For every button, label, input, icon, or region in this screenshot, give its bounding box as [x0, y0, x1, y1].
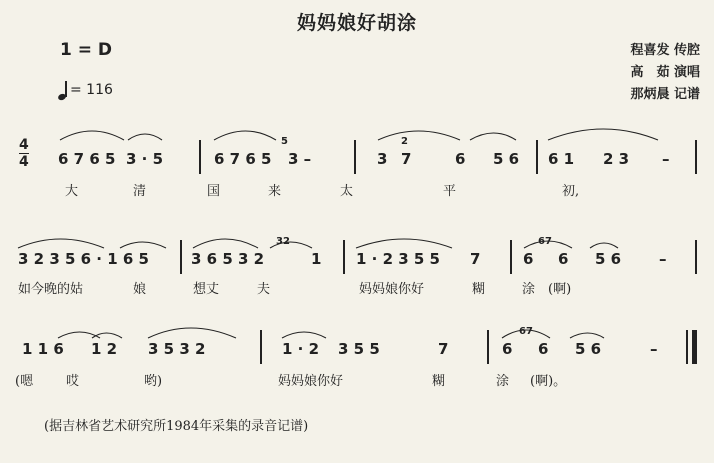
note-group: 6 — [523, 250, 534, 268]
lyric: 娘 — [133, 282, 147, 297]
barline — [180, 240, 182, 274]
note-group: 6 — [502, 340, 513, 358]
slur-arc — [214, 131, 276, 140]
note-group: 5 6 — [493, 150, 520, 168]
barline — [487, 330, 489, 364]
slur-arc — [378, 131, 460, 140]
barline — [343, 240, 345, 274]
slur-arc — [590, 243, 618, 248]
slur-arc — [524, 241, 572, 248]
note-group: 6 — [455, 150, 466, 168]
lyric: 想丈 — [193, 282, 220, 297]
note-group: – — [659, 250, 667, 268]
slur-arc — [548, 129, 658, 140]
note-group: 6 7 6 5 — [58, 150, 116, 168]
barline — [199, 140, 201, 174]
final-barline-thin — [686, 330, 688, 364]
final-barline-thick — [692, 330, 697, 364]
lyric: 糊 — [472, 282, 486, 297]
barline — [695, 140, 697, 174]
lyric: 平 — [443, 184, 457, 199]
note-group: 6 — [538, 340, 549, 358]
note-group: 7 — [401, 150, 412, 168]
lyric: 哎 — [66, 374, 80, 389]
note-group: 1 2 — [91, 340, 118, 358]
note-group: 3 – — [288, 150, 312, 168]
lyric: (啊)。 — [530, 374, 567, 389]
lyric: 妈妈娘你好 — [359, 282, 425, 297]
grace-note: 67 — [538, 236, 552, 247]
slur-arc — [270, 242, 312, 248]
barline — [260, 330, 262, 364]
lyric: 国 — [207, 184, 221, 199]
barline — [510, 240, 512, 274]
grace-note: 67 — [519, 326, 533, 337]
lyric: 糊 — [432, 374, 446, 389]
lyric: 涂 — [522, 282, 536, 297]
time-signature-top: 4 — [19, 137, 29, 153]
note-group: 3 — [377, 150, 388, 168]
credit-line: 那炳晨 记谱 — [630, 87, 700, 102]
slur-arc — [570, 333, 604, 338]
note-group: – — [662, 150, 670, 168]
lyric: (嗯 — [15, 374, 34, 389]
lyric: 初, — [562, 184, 580, 199]
slur-arc — [120, 242, 166, 248]
note-group: 5 6 — [575, 340, 602, 358]
lyric: 来 — [268, 184, 282, 199]
note-group: – — [650, 340, 658, 358]
note-group: 1 1 6 — [22, 340, 64, 358]
page-title: 妈妈娘好胡涂 — [296, 12, 417, 34]
slur-arc — [128, 134, 162, 140]
note-group: 1 — [311, 250, 322, 268]
note-group: 6 7 6 5 — [214, 150, 272, 168]
note-group: 3 2 3 5 6 · 1 6 5 — [18, 250, 149, 268]
slur-arc — [470, 133, 516, 140]
slur-arc — [193, 239, 258, 248]
slur-arc — [502, 330, 550, 338]
barline — [354, 140, 356, 174]
note-group: 3 5 3 2 — [148, 340, 206, 358]
slur-arc — [18, 239, 104, 248]
note-group: 5 6 — [595, 250, 622, 268]
note-group: 1 · 2 3 5 5 — [356, 250, 440, 268]
credit-line: 程喜发 传腔 — [630, 43, 700, 58]
footnote: (据吉林省艺术研究所1984年采集的录音记谱) — [44, 419, 309, 434]
lyric: 如今晚的姑 — [18, 282, 84, 297]
grace-note: 2 — [401, 136, 408, 147]
slur-arc — [282, 332, 326, 338]
lyric: 夫 — [257, 282, 271, 297]
lyric: 大 — [65, 184, 79, 199]
note-group: 7 — [470, 250, 481, 268]
lyric: 哟) — [144, 374, 163, 389]
note-group: 3 5 5 — [338, 340, 380, 358]
note-group: 3 6 5 3 2 — [191, 250, 265, 268]
barline — [695, 240, 697, 274]
lyric: 太 — [340, 184, 354, 199]
grace-note: 5 — [281, 136, 288, 147]
grace-note: 32 — [276, 236, 290, 247]
note-group: 2 3 — [603, 150, 630, 168]
lyric: 清 — [133, 184, 147, 199]
key-signature: 1 = D — [60, 40, 113, 60]
slur-arc — [92, 333, 122, 338]
lyric: 妈妈娘你好 — [278, 374, 344, 389]
slur-arc — [60, 131, 124, 140]
lyric: (啊) — [548, 282, 572, 297]
note-group: 6 — [558, 250, 569, 268]
credit-line: 高 茹 演唱 — [630, 65, 700, 80]
note-group: 7 — [438, 340, 449, 358]
slur-arc — [356, 239, 452, 248]
barline — [536, 140, 538, 174]
slur-arc — [148, 328, 236, 338]
lyric: 涂 — [496, 374, 510, 389]
note-group: 6 1 — [548, 150, 575, 168]
note-group: 3 · 5 — [126, 150, 164, 168]
tempo-value: = 116 — [70, 82, 113, 98]
time-signature-bottom: 4 — [19, 154, 29, 170]
note-group: 1 · 2 — [282, 340, 320, 358]
